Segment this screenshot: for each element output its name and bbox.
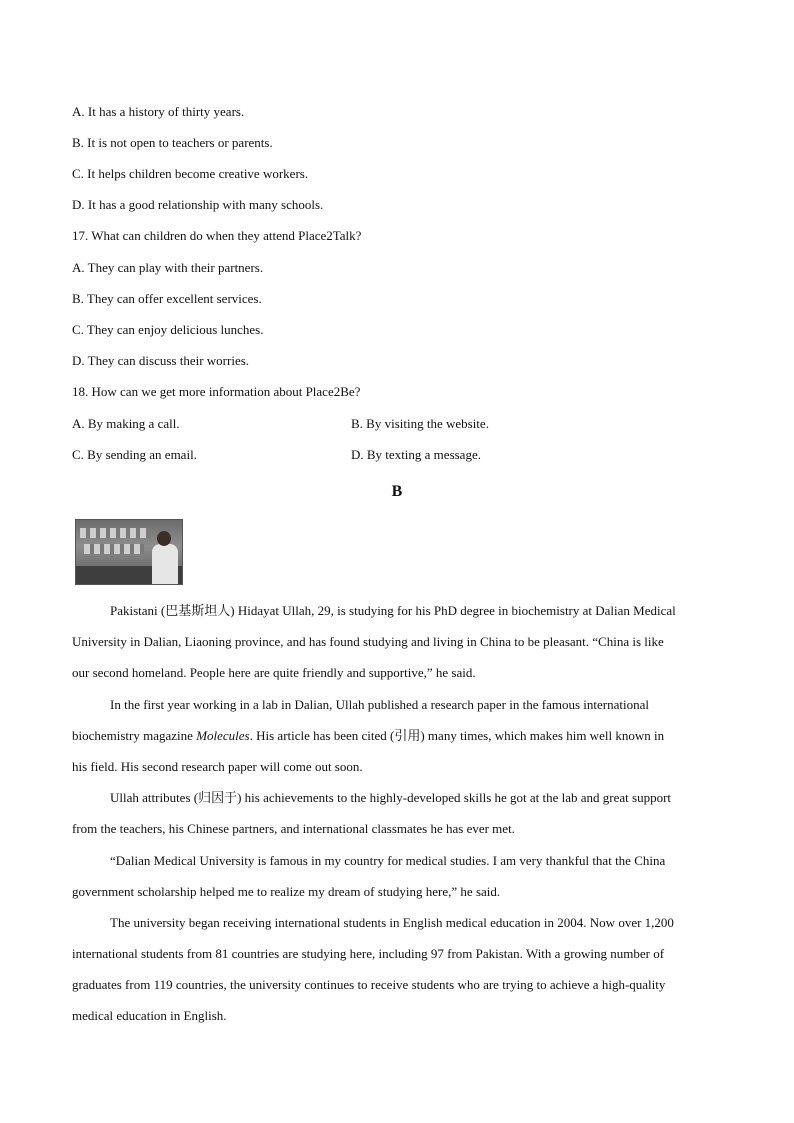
researcher-head [157, 531, 171, 546]
q17-option-c: C. They can enjoy delicious lunches. [72, 322, 264, 337]
passage [72, 595, 722, 1032]
passage-text: . His article has been cited (引用) many times, which makes him well known in [249, 727, 665, 743]
q16-option-d: D. It has a good relationship with many schools. [72, 197, 324, 212]
magazine-title: Molecules [196, 727, 250, 743]
q17-option-d: D. They can discuss their worries. [72, 353, 250, 368]
q16-option-a: A. It has a history of thirty years. [72, 104, 245, 119]
q18-option-b: B. By visiting the website. [351, 416, 489, 431]
passage-line: his field. His second research paper will come out soon. [72, 758, 363, 774]
lab-photo [75, 519, 183, 585]
q18-question: 18. How can we get more information about Place2Be? [72, 384, 361, 399]
q18-option-d: D. By texting a message. [351, 447, 481, 462]
q16-option-c: C. It helps children become creative workers. [72, 166, 309, 181]
q16-option-b: B. It is not open to teachers or parents. [72, 135, 273, 150]
lab-shelf [84, 544, 144, 554]
passage-line [72, 720, 722, 751]
researcher-figure [152, 544, 178, 584]
passage-line: our second homeland. People here are quite friendly and supportive,” he said. [72, 665, 476, 681]
section-heading: B [391, 483, 403, 500]
q17-question: 17. What can children do when they attend Place2Talk? [72, 228, 362, 243]
passage-line: government scholarship helped me to realize my dream of studying here,” he said. [72, 883, 501, 899]
q17-option-b: B. They can offer excellent services. [72, 291, 262, 306]
passage-line: international students from 81 countries are studying here, including 97 from Pakistan. With a growing number of [72, 946, 665, 962]
q17-option-a: A. They can play with their partners. [72, 260, 264, 275]
passage-line: In the first year working in a lab in Dalian, Ullah published a research paper in the famous international [110, 696, 649, 712]
passage-line: The university began receiving international students in English medical education in 2004. Now over 1,200 [110, 914, 674, 930]
lab-shelf [80, 528, 150, 538]
passage-line: “Dalian Medical University is famous in my country for medical studies. I am very thankful that the China [110, 852, 666, 868]
passage-line: University in Dalian, Liaoning province, and has found studying and living in China to be pleasant. “China is like [72, 634, 664, 650]
passage-text: biochemistry magazine [72, 727, 197, 743]
passage-line: graduates from 119 countries, the university continues to receive students who are trying to achieve a high-quality [72, 977, 666, 993]
passage-line: from the teachers, his Chinese partners, and international classmates he has ever met. [72, 821, 515, 837]
passage-line: Pakistani (巴基斯坦人) Hidayat Ullah, 29, is studying for his PhD degree in biochemistry at Dalian Medical [110, 603, 676, 618]
passage-line: Ullah attributes (归因于) his achievements to the highly-developed skills he got at the lab and great support [110, 790, 672, 806]
q18-option-c: C. By sending an email. [72, 447, 197, 462]
q18-option-a: A. By making a call. [72, 416, 180, 431]
passage-line: medical education in English. [72, 1008, 227, 1024]
